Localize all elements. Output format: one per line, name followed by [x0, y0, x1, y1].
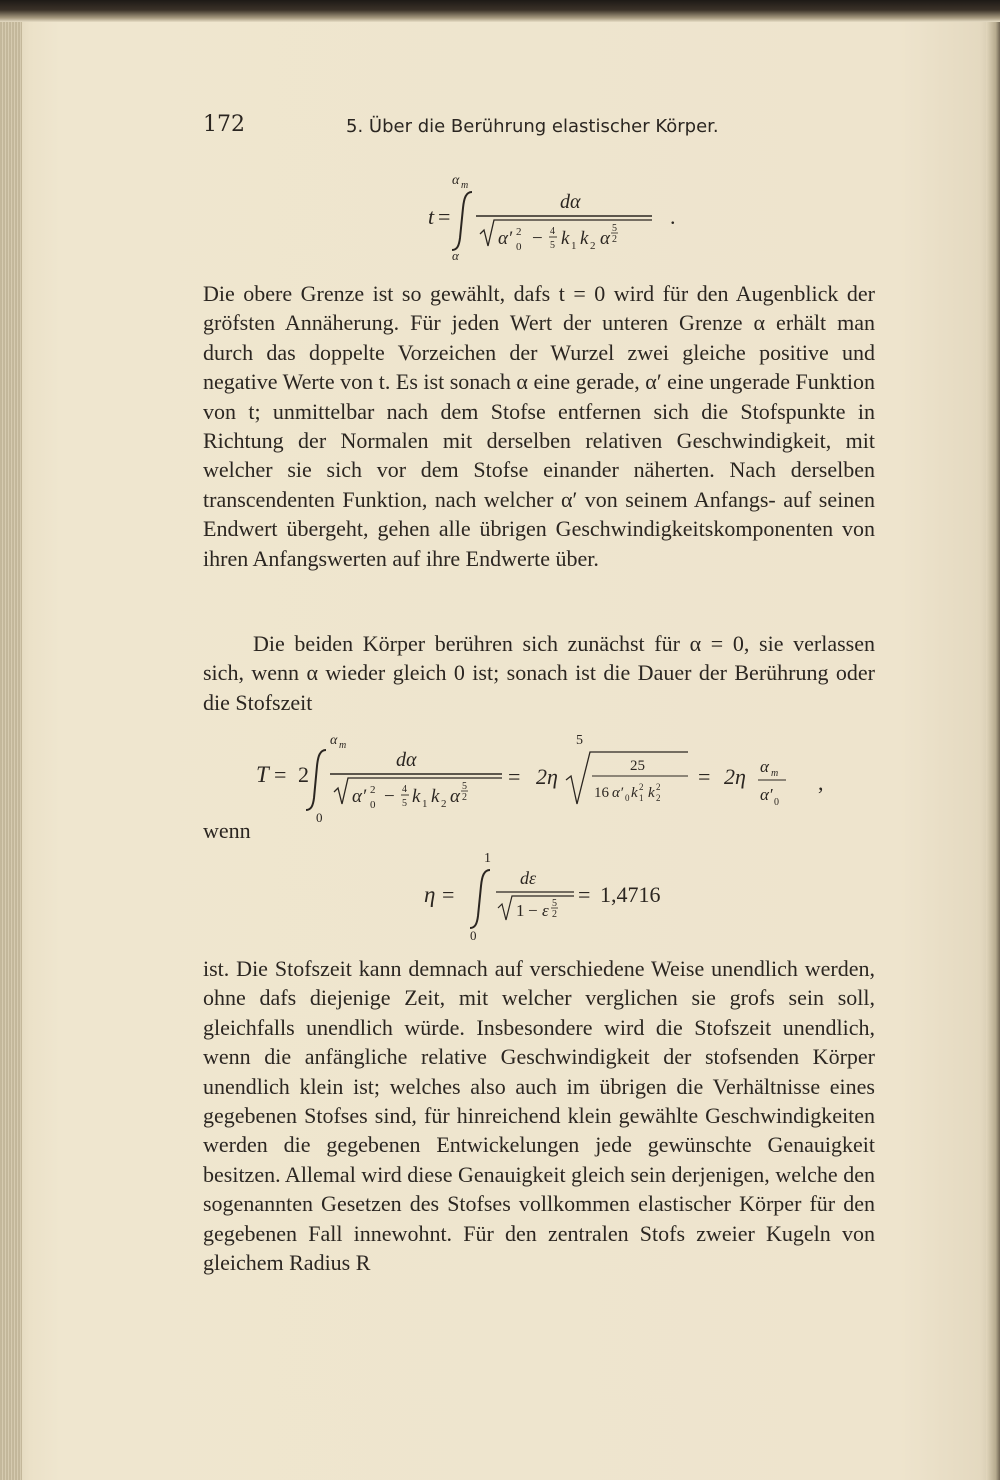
paragraph-1-text: Die obere Grenze ist so gewählt, dafs t = 0 wird für den Augenblick der gröfsten Annäherung. Für jeden Wert der unteren Grenze α erhält man durch das doppelte Vorzeichen der Wurzel zwei gleiche positive und negative Werte von t. Es ist sonach α eine gerade, α′ eine ungerade Funktion von t; unmittelbar nach dem Stofse entfernen sich die Stofspunkte in Richtung der Normalen mit derselben relativen Geschwindigkeit, mit welcher sie sich vor dem Stofse einander näherten. Nach derselben transcendenten Funktion, nach welcher α′ von seinem Anfangs- auf seinen Endwert übergeht, gehen alle übrigen Geschwindigkeitskomponenten von ihren Anfangswerten auf ihre Endwerte über.	[203, 281, 875, 571]
eq2-root-index: 5	[576, 733, 583, 748]
eq1-trailing: .	[670, 204, 676, 229]
eq1-numerator: dα	[560, 191, 581, 213]
integral-sign	[306, 750, 326, 810]
eq3-lhs: η	[424, 882, 436, 907]
svg-text:α′: α′	[612, 785, 624, 801]
svg-text:−: −	[384, 786, 395, 807]
running-title: 5. Über die Berührung elastischer Körper.	[346, 116, 719, 137]
eq2-upper-limit-sub: m	[339, 740, 347, 751]
equation-1	[420, 168, 690, 268]
svg-text:k: k	[561, 228, 570, 249]
svg-text:k: k	[580, 228, 589, 249]
page-stack-left	[0, 22, 22, 1480]
integral-sign	[452, 192, 472, 250]
eq3-upper-limit: 1	[484, 851, 491, 866]
svg-text:α′: α′	[498, 228, 513, 249]
svg-text:2: 2	[462, 792, 467, 803]
equation-2	[250, 722, 830, 827]
paragraph-3-text: ist. Die Stofszeit kann demnach auf verschiedene Weise unendlich werden, ohne dafs diejenige Zeit, mit welcher verglichen sie grofs sein soll, gleichfalls unendlich würde. Insbesondere wird die Stofszeit unendlich, wenn die anfängliche relative Geschwindigkeit der stofsenden Körper unendlich klein ist; welches also auch im übrigen die Verhältnisse eines gegebenen Stofses sind, für hinreichend klein gewählte Geschwindigkeiten werden die gegebenen Entwickelungen jede gewünschte Genauigkeit besitzen. Allemal wird diese Genauigkeit gleich sein derjenigen, welche den sogenannten Gesetzen des Stofses vollkommen elastischer Körper für den gegebenen Fall innewohnt. Für den zentralen Stofs zweier Kugeln von gleichem Radius R	[203, 956, 875, 1276]
svg-text:α: α	[600, 228, 610, 249]
svg-text:−: −	[532, 228, 543, 249]
page-number: 172	[203, 112, 245, 137]
svg-text:2: 2	[370, 784, 376, 796]
svg-text:1: 1	[422, 798, 428, 810]
svg-text:m: m	[771, 768, 779, 779]
eq3-numerator: dε	[520, 868, 537, 888]
svg-text:0: 0	[625, 793, 630, 803]
svg-text:5: 5	[462, 781, 467, 792]
integral-sign	[470, 870, 490, 928]
eq2-lower-limit: 0	[316, 810, 323, 825]
svg-text:0: 0	[516, 241, 522, 253]
svg-text:5: 5	[552, 898, 557, 909]
equation-3	[420, 846, 700, 946]
page-gutter-right	[986, 22, 1000, 1480]
svg-text:=: =	[274, 762, 287, 787]
eq1-upper-limit: α	[452, 173, 460, 188]
svg-text:16: 16	[594, 785, 609, 801]
svg-text:ε: ε	[542, 901, 549, 920]
eq2-middle: 2η	[536, 764, 558, 789]
book-cover-edge	[0, 0, 1000, 22]
svg-text:2: 2	[590, 240, 596, 252]
svg-text:1: 1	[571, 240, 577, 252]
svg-text:2: 2	[516, 226, 522, 238]
eq2-numerator: dα	[396, 749, 417, 771]
svg-text:=: =	[438, 204, 451, 229]
eq1-lower-limit: α	[452, 248, 459, 263]
eq1-lhs: t	[428, 204, 435, 229]
svg-text:1: 1	[639, 793, 644, 803]
svg-text:=: =	[698, 764, 711, 789]
eq1-upper-limit-sub: m	[461, 180, 469, 191]
svg-text:α: α	[760, 757, 769, 776]
page-header	[203, 112, 883, 148]
paragraph-2	[203, 629, 875, 717]
paragraph-3	[203, 954, 875, 1277]
svg-text:=: =	[508, 764, 521, 789]
eq2-upper-limit: α	[330, 733, 338, 748]
eq2-lhs: T	[256, 762, 269, 787]
svg-text:2: 2	[656, 793, 661, 803]
svg-text:0: 0	[774, 797, 779, 808]
svg-text:−: −	[528, 901, 538, 920]
svg-text:5: 5	[612, 223, 617, 234]
svg-text:5: 5	[550, 240, 555, 251]
svg-text:α′: α′	[352, 786, 367, 807]
eq2-trailing: ,	[818, 770, 824, 795]
svg-text:2: 2	[441, 798, 447, 810]
eq3-value: 1,4716	[600, 882, 661, 907]
eq2-root-numerator: 25	[630, 758, 645, 774]
eq3-lower-limit: 0	[470, 928, 477, 943]
svg-text:1: 1	[516, 901, 525, 920]
svg-text:5: 5	[402, 798, 407, 809]
svg-text:2: 2	[552, 909, 557, 920]
svg-text:4: 4	[550, 226, 555, 237]
svg-text:=: =	[442, 882, 455, 907]
svg-text:2: 2	[656, 782, 661, 792]
word-wenn: wenn	[203, 818, 251, 843]
svg-text:α′: α′	[760, 785, 773, 804]
svg-text:4: 4	[402, 784, 407, 795]
svg-text:k: k	[412, 786, 421, 807]
svg-text:0: 0	[370, 799, 376, 811]
svg-text:=: =	[578, 882, 591, 907]
svg-text:k: k	[431, 786, 440, 807]
eq2-factor: 2	[298, 762, 309, 787]
paragraph-2-text: Die beiden Körper berühren sich zunächst für α = 0, sie verlassen sich, wenn α wieder gleich 0 ist; sonach ist die Dauer der Berührung oder die Stofszeit	[203, 631, 875, 715]
eq2-right: 2η	[724, 764, 746, 789]
paragraph-1	[203, 279, 875, 573]
svg-text:k: k	[648, 785, 655, 801]
svg-text:α: α	[450, 786, 460, 807]
svg-text:2: 2	[639, 782, 644, 792]
svg-text:2: 2	[612, 234, 617, 245]
svg-text:k: k	[631, 785, 638, 801]
